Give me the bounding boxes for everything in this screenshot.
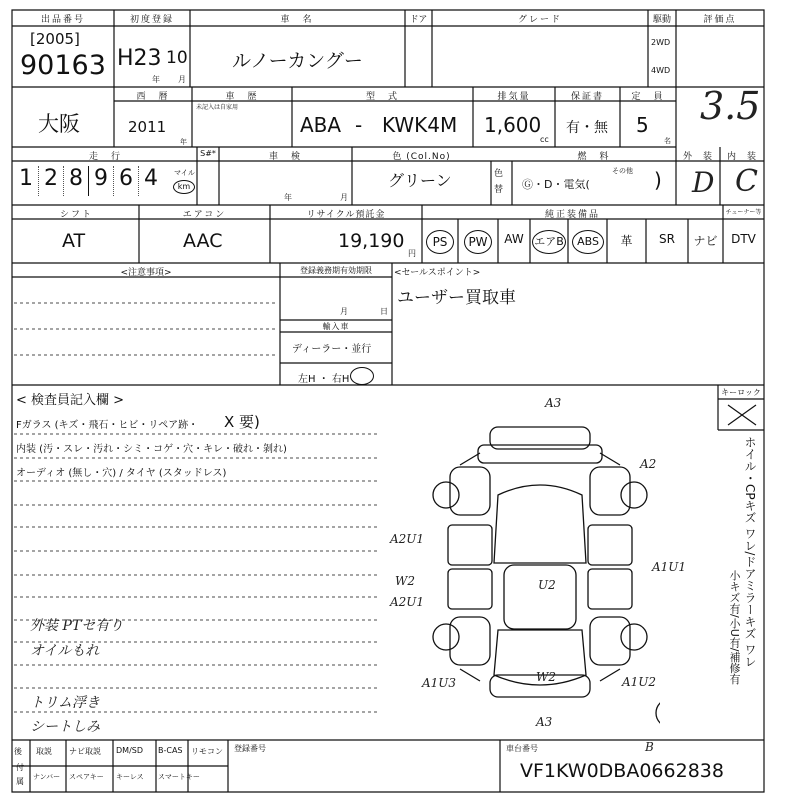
vin: VF1KW0DBA0662838 [520, 760, 724, 782]
recycle-label: リサイクル預託金 [306, 210, 386, 220]
inspection-month-unit: 月 [340, 193, 348, 202]
mark-rear-right: A1U2 [622, 675, 657, 689]
equip-abs: ABS [572, 230, 604, 254]
grid-label: キーレス [116, 773, 144, 781]
inspection-label: 車 検 [268, 152, 302, 162]
ac: AAC [183, 230, 223, 252]
equip-dtv: DTV [731, 232, 756, 246]
equip-ps: PS [426, 230, 454, 254]
inspection-label: < 検査員記入欄 > [16, 393, 125, 408]
color-label: 色 (Col.No) [392, 152, 451, 162]
equip-airbag: エアB [532, 230, 566, 254]
drive-label: 駆動 [652, 15, 671, 25]
grid-label: ナンバー [33, 773, 61, 781]
audio-line: オーディオ (無し・穴) / タイヤ (スタッドレス) [16, 468, 227, 479]
equip-navi: ナビ [693, 234, 718, 248]
capacity-label: 定 員 [631, 92, 665, 102]
displacement: 1,600 [484, 113, 542, 137]
region: 大阪 [38, 112, 80, 136]
caution-label: <注意事項> [120, 268, 172, 278]
interior-label: 内 装 [726, 152, 757, 162]
year-unit: 年 [152, 75, 160, 84]
handle-right-circle [350, 367, 374, 385]
type-label: 型 式 [365, 92, 399, 102]
shift: AT [62, 230, 86, 252]
model-year-label: 西 暦 [136, 92, 170, 102]
grid-label: 付 [16, 763, 24, 772]
key-lock-label: キーロック [721, 388, 761, 397]
mark-front-bumper: A3 [545, 396, 562, 410]
mileage-label: 走 行 [88, 152, 122, 162]
selling-point: ユーザー買取車 [397, 288, 516, 308]
grid-label: 後 [14, 747, 22, 756]
import-label: 輸入車 [322, 322, 350, 331]
color: グリーン [388, 171, 452, 190]
mark-roof: U2 [538, 578, 556, 592]
car-name: ルノーカングー [232, 50, 363, 72]
interior-grade: C [735, 164, 758, 199]
reg-expiry-label: 登録義務期有効期限 [300, 266, 372, 275]
displacement-unit: cc [540, 135, 549, 144]
mark-front-fender: A2 [640, 457, 657, 471]
mark-right-door: A1U1 [652, 560, 687, 574]
equip-leather: 革 [620, 234, 633, 248]
lot-label: 出品番号 [40, 15, 85, 25]
door-label: ドア [409, 15, 428, 25]
glass-mark: X 要) [224, 413, 260, 431]
grid-label: 取説 [36, 747, 52, 756]
warranty-label: 保証書 [570, 92, 604, 102]
vin-label: 車台番号 [506, 744, 538, 753]
mileage-digit: 6 [114, 166, 139, 196]
grid-label: スマートキー [158, 773, 200, 781]
capacity: 5 [636, 113, 649, 137]
mile-unit: マイル [174, 169, 195, 177]
lot-number: 90163 [20, 50, 106, 81]
model-year-unit: 年 [180, 138, 187, 146]
type-prefix: ABA [300, 113, 342, 137]
handwritten-note: シートしみ [30, 719, 100, 735]
mark-left-door-upper: A2U1 [390, 532, 425, 546]
grid-label: スペアキー [69, 773, 104, 781]
mileage-digit: 2 [39, 166, 64, 196]
handwritten-note: 外装 PTセ有り [30, 618, 124, 634]
mileage-digits [14, 166, 174, 196]
equip-pw: PW [464, 230, 492, 254]
grid-label: DM/SD [116, 746, 143, 755]
fuel-label: 燃 料 [577, 152, 611, 162]
year-code: [2005] [30, 30, 80, 48]
capacity-unit: 名 [664, 137, 671, 145]
displacement-label: 排気量 [497, 92, 531, 102]
reg-expiry-day: 日 [380, 307, 388, 316]
score-value: 3.5 [700, 84, 761, 128]
side-note-2: 小キズ有/小U有/補修有 [728, 570, 741, 685]
fuel-options: Ⓖ・D・電気( [522, 178, 590, 191]
grid-label: B-CAS [158, 746, 183, 755]
recycle-unit: 円 [408, 249, 416, 258]
handle: 左H ・ 右H [298, 374, 350, 385]
mileage-digit: 8 [64, 166, 89, 196]
s-label: S#* [200, 149, 216, 158]
month-unit: 月 [178, 75, 186, 84]
handwritten-note: トリム浮き [30, 695, 100, 711]
reg-number-label: 登録番号 [234, 744, 266, 753]
equip-aw: AW [504, 232, 524, 246]
glass-line: Fガラス (キズ・飛石・ヒビ・リペア跡・ [16, 420, 199, 431]
mark-rear-glass: W2 [536, 670, 556, 684]
car-name-label: 車 名 [280, 15, 314, 25]
mark-left-glass: W2 [395, 574, 415, 588]
mark-rear-left: A1U3 [422, 676, 457, 690]
handwritten-note: オイルもれ [30, 643, 100, 659]
history-note: 未記入は自家用 [196, 104, 239, 111]
score-label: 評価点 [703, 15, 737, 25]
ac-label: エアコン [182, 210, 227, 220]
fuel-close: ) [654, 168, 662, 192]
history-label: 車 歴 [225, 92, 259, 102]
inspection-year-unit: 年 [284, 193, 292, 202]
drive-2wd: 2WD [651, 38, 671, 47]
equip-sr: SR [659, 232, 675, 246]
grid-label: 属 [16, 777, 24, 786]
grade-label: グレード [517, 15, 562, 25]
reg-expiry-month: 月 [340, 307, 348, 316]
mileage-digit: 9 [89, 166, 114, 196]
side-note: ホイル・CPキズ ワレ/ドアミラーキズ ワレ [743, 436, 757, 668]
first-reg-label: 初度登録 [129, 15, 174, 25]
first-reg-era: H23 [117, 46, 162, 71]
color-change: 色替 [494, 169, 504, 195]
mileage-digit: 4 [144, 166, 158, 191]
tuner-label: チューナー等 [725, 209, 762, 216]
fuel-other: その他 [612, 167, 633, 175]
interior-line: 内装 (汚・スレ・汚れ・シミ・コゲ・穴・キレ・破れ・剝れ) [16, 444, 287, 455]
equipment-label: 純正装備品 [544, 210, 600, 220]
type-dash: - [355, 113, 363, 137]
mark-left-door-lower: A2U1 [390, 595, 425, 609]
model-year: 2011 [128, 118, 167, 136]
first-reg-month: 10 [166, 48, 188, 68]
vin-mark: B [645, 740, 654, 754]
grid-label: ナビ取説 [69, 747, 101, 756]
type-code: KWK4M [382, 113, 458, 137]
exterior-label: 外 装 [682, 152, 713, 162]
warranty: 有・無 [566, 120, 608, 136]
import-dealer: ディーラー・並行 [292, 344, 372, 355]
drive-4wd: 4WD [651, 66, 671, 75]
km-unit-circled: km [173, 180, 195, 194]
recycle: 19,190 [338, 230, 405, 252]
grid-label: リモコン [191, 747, 223, 756]
mileage-digit: 1 [14, 166, 39, 196]
exterior-grade: D [692, 166, 715, 199]
mark-rear-bumper: A3 [536, 715, 553, 729]
shift-label: シフト [59, 210, 93, 220]
selling-label: <セールスポイント> [394, 268, 481, 278]
